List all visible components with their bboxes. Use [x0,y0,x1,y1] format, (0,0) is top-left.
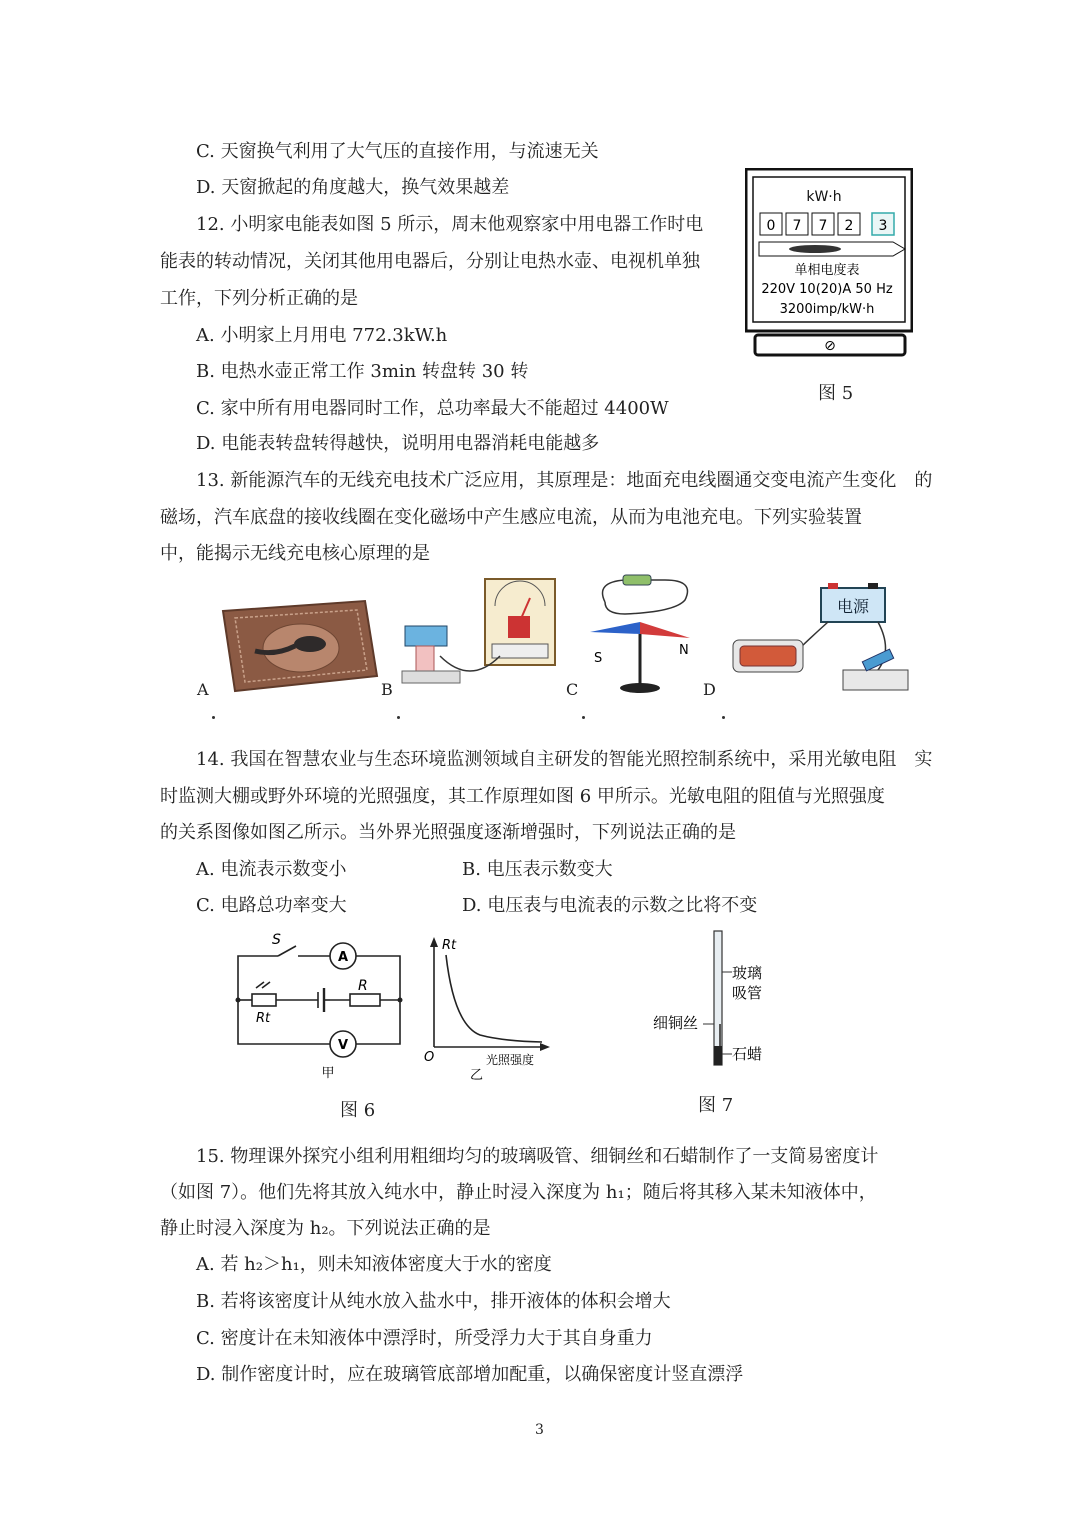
q15-stem-line1: 15. 物理课外探究小组利用粗细均匀的玻璃吸管、细铜丝和石蜡制作了一支简易密度计 [196,1146,879,1167]
meter-constant: 3200imp/kW·h [779,302,875,317]
q14-option-d: D. 电压表与电流表的示数之比将不变 [462,895,758,916]
option-d-label: D [703,680,716,699]
rotor-disc-icon [789,245,841,253]
q12-option-c: C. 家中所有用电器同时工作，总功率最大不能超过 4400W [196,398,669,419]
option-a-compass-image [215,596,380,696]
q15-stem-line2: （如图 7）。他们先将其放入纯水中，静止时浸入深度为 h₁；随后将其移入某未知液体中， [160,1182,877,1203]
option-a-label: A [197,680,209,699]
q14-stem-line1: 14. 我国在智慧农业与生态环境监测领域自主研发的智能光照控制系统中，采用光敏电阻 实 [196,749,933,770]
q14-option-c: C. 电路总功率变大 [196,895,347,916]
q12-option-a: A. 小明家上月用电 772.3kW.h [196,325,448,346]
q15-option-b: B. 若将该密度计从纯水放入盐水中，排开液体的体积会增大 [196,1291,671,1312]
figure-6a-circuit [230,928,410,1083]
emphasis-dot [212,716,215,719]
photoresistor-label: Rt [256,1011,271,1026]
meter-digit-decimal: 3 [878,218,888,234]
ammeter-icon: A [337,950,349,965]
electricity-meter-figure [745,168,913,358]
q12-stem-line2: 能表的转动情况，关闭其他用电器后，分别让电热水壶、电视机单独 [160,251,700,272]
q12-stem-line3: 工作，下列分析正确的是 [160,288,358,309]
figure-6a-sublabel: 甲 [321,1066,335,1081]
meter-spec: 220V 10(20)A 50 Hz [761,282,893,297]
option-c-label: C [566,680,579,699]
q13-stem-line2: 磁场，汽车底盘的接收线圈在变化磁场中产生感应电流，从而为电池充电。下列实验装置 [160,507,862,528]
graph-origin-label: O [424,1050,435,1065]
q12-option-b: B. 电热水壶正常工作 3min 转盘转 30 转 [196,361,529,382]
emphasis-dot [722,716,725,719]
graph-x-axis-label: 光照强度 [486,1053,535,1067]
option-b-induction-apparatus [400,576,560,688]
meter-digit-2: 7 [792,218,802,234]
figure-5-caption: 图 5 [818,383,854,404]
glass-tube-label-line2: 吸管 [732,984,763,1002]
emphasis-dot [397,716,400,719]
glass-tube-label-line1: 玻璃 [732,964,763,982]
resistance-curve [446,955,542,1042]
q12-option-d: D. 电能表转盘转得越快，说明用电器消耗电能越多 [196,433,600,454]
q13-stem-line1: 13. 新能源汽车的无线充电技术广泛应用，其原理是：地面充电线圈通交变电流产生变化 的 [196,470,933,491]
needle-north-label: N [679,643,689,658]
meter-digit-1: 0 [766,218,776,234]
option-c-oersted-experiment [585,572,695,698]
q15-stem-line3: 静止时浸入深度为 h₂。下列说法正确的是 [160,1218,491,1239]
meter-name: 单相电度表 [794,263,860,278]
wax-label: 石蜡 [732,1045,763,1063]
power-source-label: 电源 [836,597,870,616]
q14-stem-line2: 时监测大棚或野外环境的光照强度，其工作原理如图 6 甲所示。光敏电阻的阻值与光照强度 [160,786,885,807]
option-d-motor-apparatus [728,580,918,698]
q14-option-b: B. 电压表示数变大 [462,859,613,880]
page-number: 3 [535,1422,544,1438]
graph-y-axis-label: Rt [442,938,457,953]
option-b-label: B [381,680,393,699]
q14-option-a: A. 电流表示数变小 [196,859,347,880]
figure-6b-graph [422,935,552,1085]
voltmeter-icon: V [337,1038,349,1053]
q11-option-d: D. 天窗掀起的角度越大，换气效果越差 [196,177,510,198]
meter-unit: kW·h [806,189,842,205]
figure-7-caption: 图 7 [698,1095,734,1116]
meter-drawing [745,168,913,358]
figure-6b-sublabel: 乙 [470,1068,484,1083]
meter-digit-4: 2 [844,218,854,234]
q13-stem-line3: 中，能揭示无线充电核心原理的是 [160,543,430,564]
needle-south-label: S [594,651,603,666]
q14-stem-line3: 的关系图像如图乙所示。当外界光照强度逐渐增强时，下列说法正确的是 [160,822,736,843]
meter-terminal-icon: ⊘ [824,338,836,354]
emphasis-dot [582,716,585,719]
q11-option-c: C. 天窗换气利用了大气压的直接作用，与流速无关 [196,141,599,162]
meter-digit-3: 7 [818,218,828,234]
q15-option-c: C. 密度计在未知液体中漂浮时，所受浮力大于其自身重力 [196,1328,653,1349]
meter-digit-row [760,213,894,235]
figure-6-caption: 图 6 [340,1100,376,1121]
switch-label: S [272,932,281,948]
q15-option-a: A. 若 h₂＞h₁，则未知液体密度大于水的密度 [196,1254,552,1275]
q15-option-d: D. 制作密度计时，应在玻璃管底部增加配重，以确保密度计竖直漂浮 [196,1364,744,1385]
resistor-label: R [358,978,368,994]
figure-7-hydrometer [648,928,768,1070]
copper-wire-label: 细铜丝 [653,1014,699,1032]
q12-stem-line1: 12. 小明家电能表如图 5 所示，周末他观察家中用电器工作时电 [196,214,704,235]
